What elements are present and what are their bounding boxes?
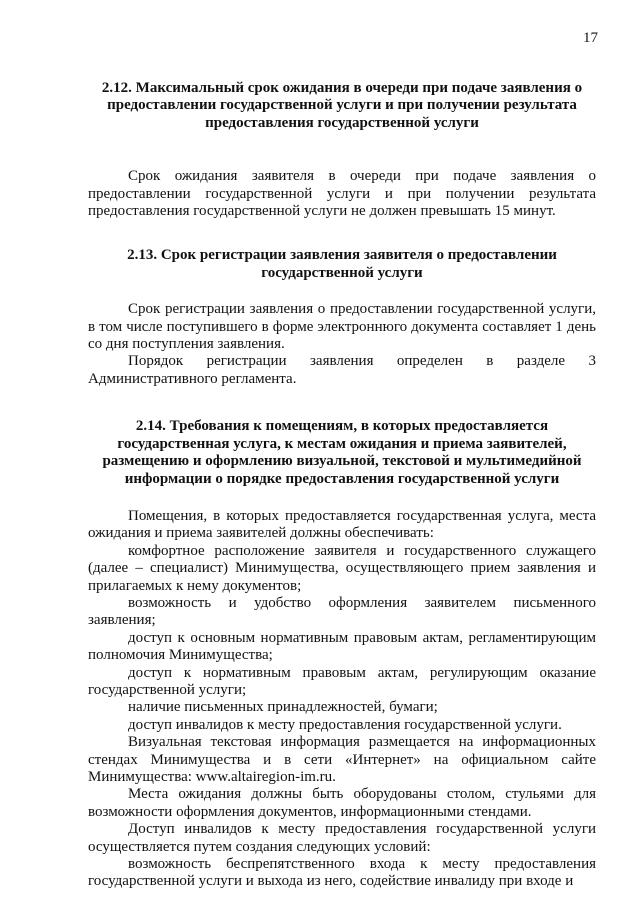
page-number: 17 [583, 30, 598, 46]
paragraph: Помещения, в которых предоставляется государственная услуга, места ожидания и приема заявителей должны обеспечивать: [88, 507, 596, 542]
heading-line: государственной услуги [261, 264, 423, 281]
list-item: наличие письменных принадлежностей, бумаги; [128, 699, 438, 716]
list-item: доступ к основным нормативным правовым актам, регламентирующим полномочия Минимущества; [88, 629, 596, 664]
section-body-2-13 [88, 301, 596, 388]
paragraph: Порядок регистрации заявления определен в разделе 3 Административного регламента. [88, 353, 596, 387]
list-item: доступ к нормативным правовым актам, регулирующим оказание государственной услуги; [88, 664, 596, 698]
list-item: возможность и удобство оформления заявителем письменного заявления; [88, 594, 596, 629]
paragraph: Визуальная текстовая информация размещается на информационных стендах Минимущества и в сети «Интернет» на официальном сайте Минимущества: www.altairegion-im.ru. [88, 734, 596, 785]
paragraph: Срок регистрации заявления о предоставлении государственной услуги, в том числе поступившего в форме электроннюго документа составляет 1 день со дня поступления заявления. [88, 301, 596, 353]
heading-line: 2.13. Срок регистрации заявления заявителя о предоставлении [127, 247, 557, 264]
paragraph: Срок ожидания заявителя в очереди при подаче заявления о предоставлении государственной услуги и при получении результата предоставления государственной услуги не должен превышать 15 минут. [88, 168, 596, 220]
list-item: комфортное расположение заявителя и государственного служащего (далее – специалист) Минимущества, осуществляющего прием заявления и прилагаемых к нему документов; [88, 542, 596, 594]
page-content [88, 80, 596, 891]
paragraph: Доступ инвалидов к месту предоставления государственной услуги осуществляется путем создания следующих условий: [88, 821, 596, 855]
list-item: возможность беспрепятственного входа к месту предоставления государственной услуги и выхода из него, содействие инвалиду при входе и [88, 856, 596, 890]
heading-line: размещению и оформлению визуальной, текстовой и мультимедийной [102, 453, 582, 470]
heading-line: предоставления государственной услуги [205, 114, 479, 131]
section-body-2-14 [88, 508, 596, 891]
section-heading-2-13 [88, 247, 596, 282]
section-heading-2-14 [88, 418, 596, 488]
paragraph: Места ожидания должны быть оборудованы столом, стульями для возможности оформления документов, информационными стендами. [88, 786, 596, 820]
list-item: доступ инвалидов к месту предоставления государственной услуги. [128, 716, 562, 733]
heading-line: информации о порядке предоставления государственной услуги [124, 470, 560, 487]
section-heading-2-12 [88, 80, 596, 132]
heading-line: 2.14. Требования к помещениям, в которых предоставляется [135, 418, 549, 435]
heading-line: предоставлении государственной услуги и при получении результата [107, 97, 577, 114]
heading-line: 2.12. Максимальный срок ожидания в очереди при подаче заявления о [101, 80, 583, 96]
heading-line: государственная услуга, к местам ожидания и приема заявителей, [117, 435, 567, 452]
section-body-2-12 [88, 168, 596, 220]
